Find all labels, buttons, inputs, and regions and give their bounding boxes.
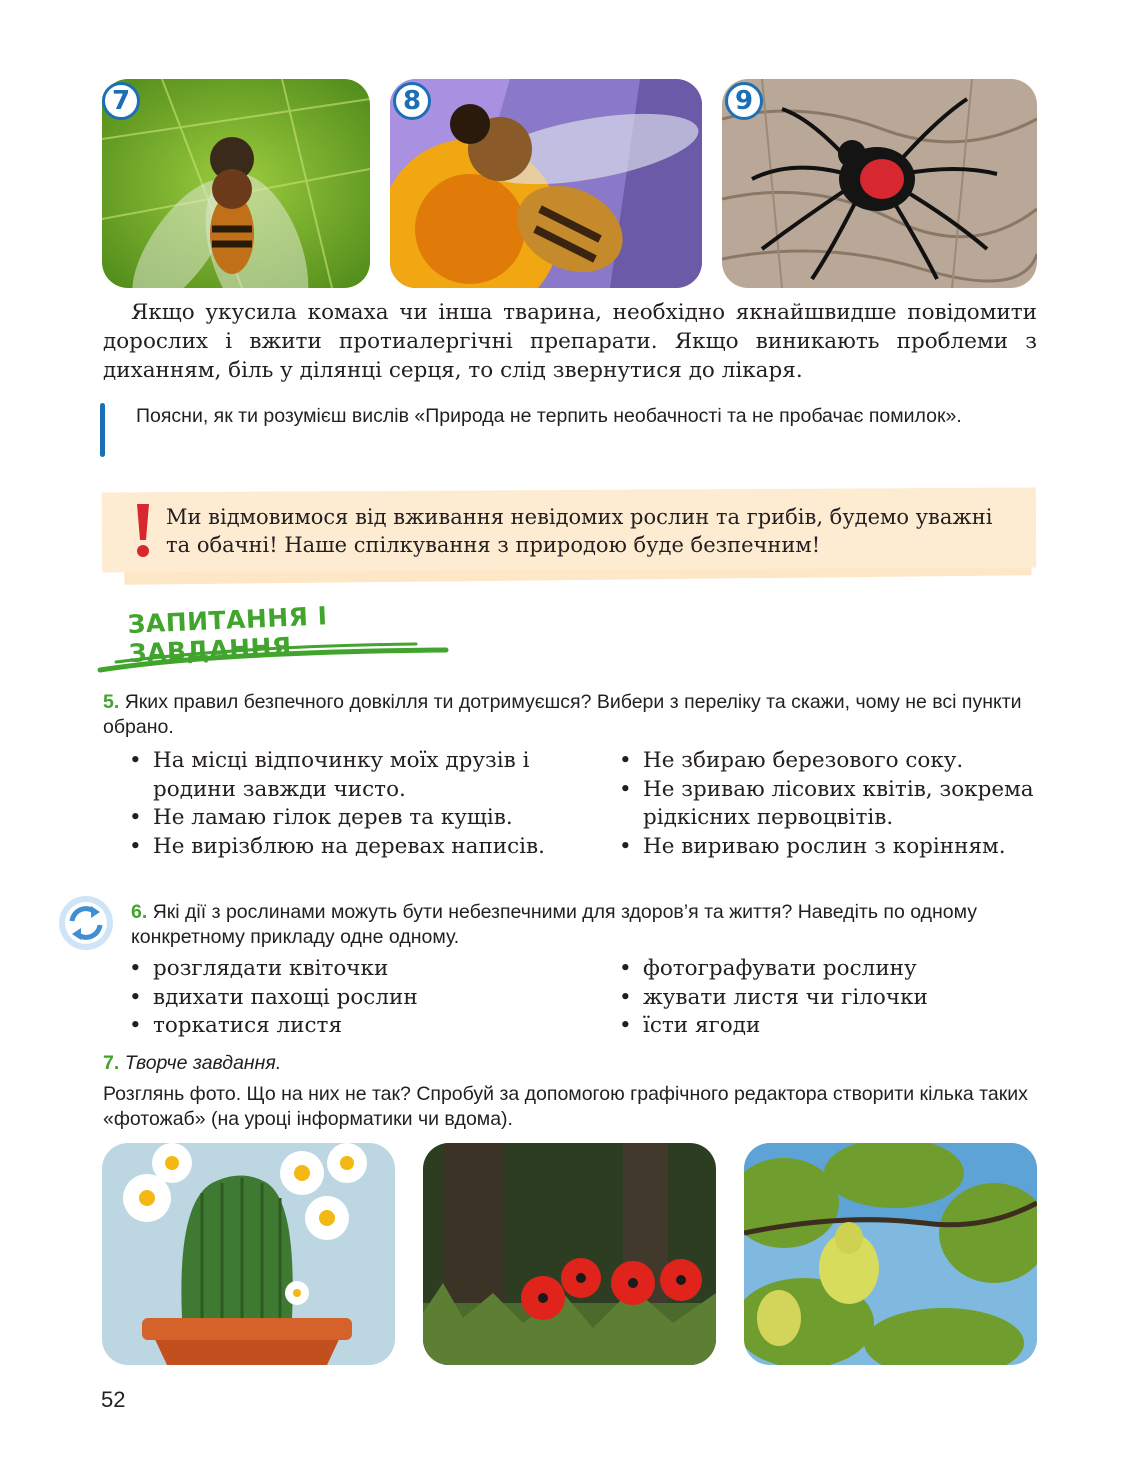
question-6-text: Які дії з рослинами можуть бути небезпечними для здоров’я та життя? Наведіть по одному конкретному прикладу одне одному. bbox=[131, 901, 978, 948]
page-number: 52 bbox=[101, 1387, 126, 1412]
photo-forest-poppies bbox=[423, 1143, 716, 1365]
list-item: • Не вириваю рослин з корінням. bbox=[619, 833, 1039, 862]
cycle-arrows-icon bbox=[58, 895, 114, 951]
question-5-text: Яких правил безпечного довкілля ти дотримуєшся? Вибери з переліку та скажи, чому не всі пункти обрано. bbox=[103, 691, 1022, 738]
question-6-list-left bbox=[129, 955, 569, 1041]
list-item: • фотографувати рослину bbox=[619, 955, 1039, 984]
section-heading: ЗАПИТАННЯ І ЗАВДАННЯ bbox=[127, 601, 329, 668]
question-7-title-text: Творче завдання. bbox=[124, 1052, 282, 1074]
question-5-number: 5. bbox=[103, 691, 120, 713]
question-6-list-right bbox=[619, 955, 1039, 1041]
question-7-text: Розглянь фото. Що на них не так? Спробуй за допомогою графічного редактора створити кілька таких «фотожаб» (на уроці інформатики чи вдома). bbox=[103, 1083, 1028, 1130]
warning-note-text: Ми відмовимося від вживання невідомих рослин та грибів, будемо уважні та обачні! Наше спілкування з природою буде безпечним! bbox=[166, 505, 993, 557]
list-item: • На місці відпочинку моїх друзів і родини завжди чисто. bbox=[129, 747, 569, 804]
photo-spider bbox=[722, 79, 1037, 288]
photo-number-9: 9 bbox=[725, 82, 763, 120]
list-item: • Не зриваю лісових квітів, зокрема рідкісних первоцвітів. bbox=[619, 776, 1039, 833]
bite-advice-paragraph: Якщо укусила комаха чи інша тварина, необхідно якнайшвидше повідомити дорослих і вжити протиалергічні препарати. Якщо виникають проблеми з диханням, біль у ділянці серця, то слід звернутися до лікаря. bbox=[103, 300, 1037, 383]
photo-number-7: 7 bbox=[102, 82, 140, 120]
question-5 bbox=[103, 690, 1043, 740]
heading-underline bbox=[96, 632, 452, 678]
list-item: • їсти ягоди bbox=[619, 1012, 1039, 1041]
photo-hoverfly bbox=[102, 79, 370, 288]
question-5-list-left bbox=[129, 747, 569, 861]
photo-oak-pears bbox=[744, 1143, 1037, 1365]
question-7-number: 7. bbox=[103, 1052, 120, 1074]
list-item: • вдихати пахощі рослин bbox=[129, 984, 569, 1013]
question-6-number: 6. bbox=[131, 901, 148, 923]
photo-number-8: 8 bbox=[393, 82, 431, 120]
question-6 bbox=[131, 900, 1043, 950]
exclamation-icon bbox=[128, 500, 158, 560]
list-item: • Не збираю березового соку. bbox=[619, 747, 1039, 776]
explain-marker-bar bbox=[100, 403, 105, 457]
question-7-title bbox=[103, 1051, 1043, 1076]
list-item: • жувати листя чи гілочки bbox=[619, 984, 1039, 1013]
question-5-list-right bbox=[619, 747, 1039, 861]
explain-task: Поясни, як ти розумієш вислів «Природа не терпить необачності та не пробачає помилок». bbox=[136, 405, 962, 427]
list-item: • розглядати квіточки bbox=[129, 955, 569, 984]
photo-bee bbox=[390, 79, 702, 288]
list-item: • торкатися листя bbox=[129, 1012, 569, 1041]
list-item: • Не вирізблюю на деревах написів. bbox=[129, 833, 569, 862]
photo-cactus-daisies bbox=[102, 1143, 395, 1365]
list-item: • Не ламаю гілок дерев та кущів. bbox=[129, 804, 569, 833]
